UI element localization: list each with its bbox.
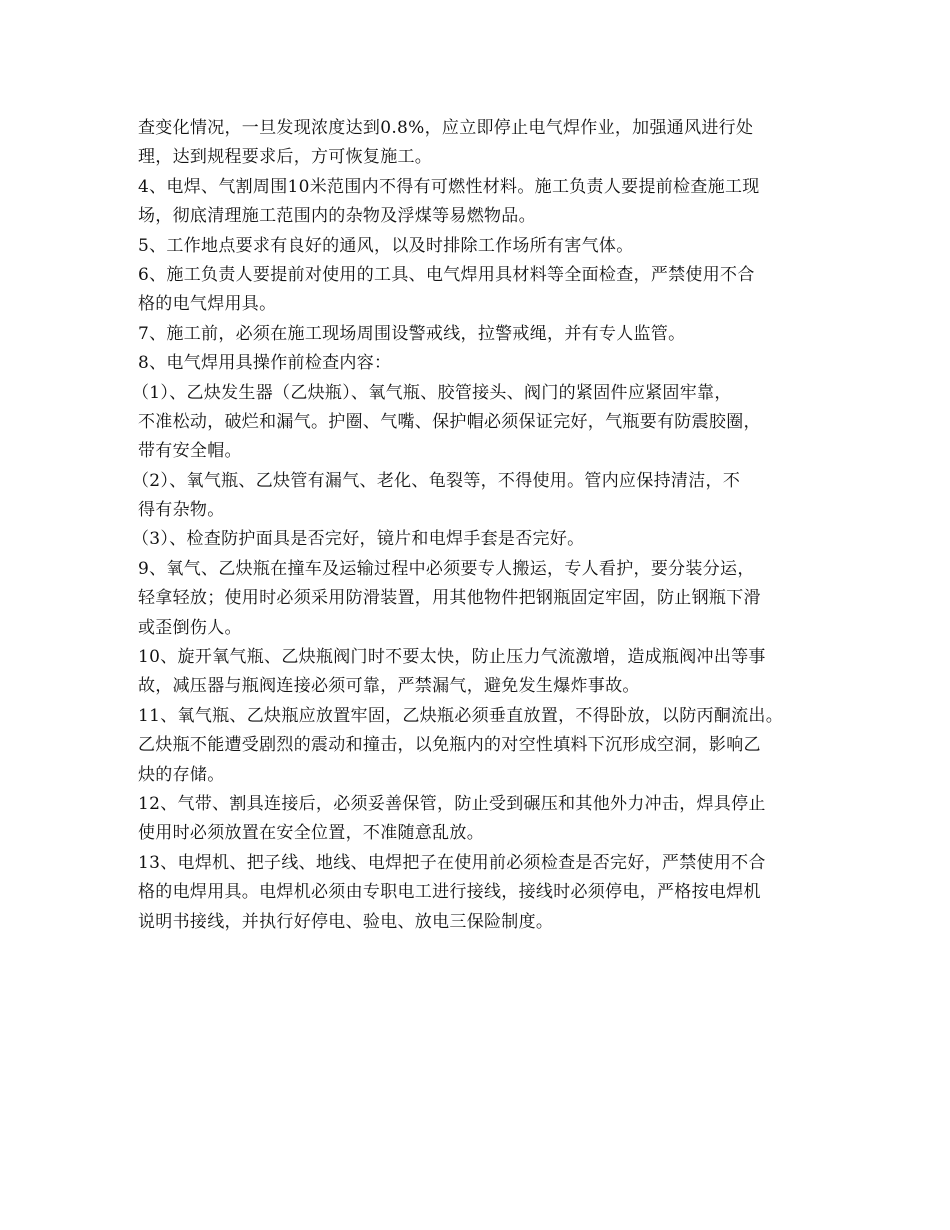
text-line: 不准松动，破烂和漏气。护圈、气嘴、保护帽必须保证完好，气瓶要有防震胶圈，	[138, 411, 761, 432]
text-line: 12、气带、割具连接后，必须妥善保管，防止受到碾压和其他外力冲击，焊具停止	[138, 793, 766, 814]
text-line: 得有杂物。	[138, 500, 225, 521]
text-line: 8、电气焊用具操作前检查内容：	[138, 353, 392, 374]
text-line: （3）、检查防护面具是否完好，镜片和电焊手套是否完好。	[132, 529, 585, 550]
text-line: 11、氧气瓶、乙炔瓶应放置牢固，乙炔瓶必须垂直放置，不得卧放，以防丙酮流出。	[138, 705, 784, 726]
text-line: 查变化情况，一旦发现浓度达到0.8%，应立即停止电气焊作业，加强通风进行处	[138, 118, 754, 138]
text-line: 带有安全帽。	[138, 441, 242, 462]
text-line: 故，减压器与瓶阀连接必须可靠，严禁漏气，避免发生爆炸事故。	[138, 676, 640, 697]
text-line: 炔的存储。	[138, 764, 225, 785]
document-body	[132, 114, 828, 937]
text-line: （1）、乙炔发生器（乙炔瓶）、氧气瓶、胶管接头、阀门的紧固件应紧固牢靠，	[132, 382, 732, 403]
text-line: 理，达到规程要求后，方可恢复施工。	[138, 147, 433, 168]
text-line: 10、旋开氧气瓶、乙炔瓶阀门时不要太快，防止压力气流激增，造成瓶阀冲出等事	[138, 647, 766, 668]
text-line: 格的电焊用具。电焊机必须由专职电工进行接线，接线时必须停电，严格按电焊机	[138, 882, 761, 903]
text-line: 使用时必须放置在安全位置，不准随意乱放。	[138, 823, 484, 844]
text-line: 13、电焊机、把子线、地线、电焊把子在使用前必须检查是否完好，严禁使用不合	[138, 852, 766, 873]
text-line: 4、电焊、气割周围10米范围内不得有可燃性材料。施工负责人要提前检查施工现	[138, 176, 760, 197]
text-line: 7、施工前，必须在施工现场周围设警戒线，拉警戒绳，并有专人监管。	[138, 323, 686, 344]
text-line: 说明书接线，并执行好停电、验电、放电三保险制度。	[138, 911, 554, 932]
text-line: 格的电气焊用具。	[138, 294, 277, 315]
text-line: 场，彻底清理施工范围内的杂物及浮煤等易燃物品。	[138, 206, 536, 227]
text-line: 9、氧气、乙炔瓶在撞车及运输过程中必须要专人搬运，专人看护，要分装分运，	[138, 558, 755, 579]
text-line: 或歪倒伤人。	[138, 617, 242, 638]
text-line: 5、工作地点要求有良好的通风，以及时排除工作场所有害气体。	[138, 235, 634, 256]
text-line: 乙炔瓶不能遭受剧烈的震动和撞击，以免瓶内的对空性填料下沉形成空洞，影响乙	[138, 735, 761, 756]
text-line: 轻拿轻放；使用时必须采用防滑装置，用其他物件把钢瓶固定牢固，防止钢瓶下滑	[138, 588, 761, 609]
text-line: （2）、氧气瓶、乙炔管有漏气、老化、龟裂等，不得使用。管内应保持清洁，不	[132, 470, 741, 491]
text-line: 6、施工负责人要提前对使用的工具、电气焊用具材料等全面检查，严禁使用不合	[138, 264, 755, 285]
